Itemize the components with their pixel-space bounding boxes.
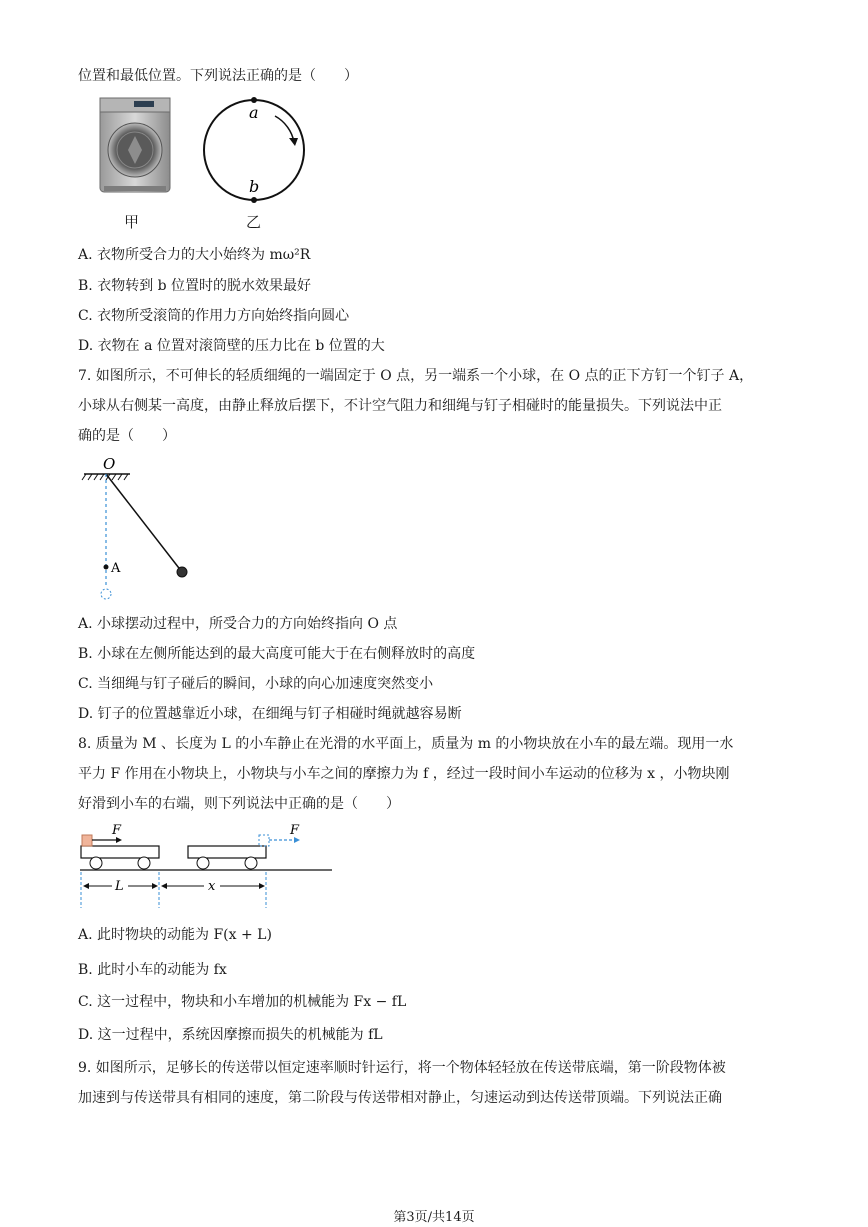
q8-option-b: B. 此时小车的动能为 fx	[78, 962, 227, 978]
q7-option-b: B. 小球在左侧所能达到的最大高度可能大于在右侧释放时的高度	[78, 646, 476, 662]
fig8-label-f1: F	[112, 823, 122, 838]
q8-option-d: D. 这一过程中，系统因摩擦而损失的机械能为 fL	[78, 1027, 383, 1043]
q6-option-a: A. 衣物所受合力的大小始终为 mω²R	[78, 247, 311, 263]
q7-text-line-2: 小球从右侧某一高度，由静止释放后摆下，不计空气阻力和细绳与钉子相碰时的能量损失。下列说法中正	[78, 398, 722, 414]
fig7-label-o: O	[103, 455, 116, 473]
q6-option-d: D. 衣物在 a 位置对滚筒壁的压力比在 b 位置的大	[78, 338, 385, 354]
q7-option-d: D. 钉子的位置越靠近小球，在细绳与钉子相碰时绳就越容易断	[78, 706, 462, 722]
q9-text-line-2: 加速到与传送带具有相同的速度，第二阶段与传送带相对静止，匀速运动到达传送带顶端。下列说法正确	[78, 1090, 722, 1106]
q7-text-line-3: 确的是（ ）	[78, 428, 176, 444]
q8-text-line-2: 平力 F 作用在小物块上，小物块与小车之间的摩擦力为 f ，经过一段时间小车运动的位移为 x ，小物块刚	[78, 766, 730, 782]
q6-figure	[90, 94, 320, 234]
fig6-caption-right: 乙	[246, 213, 262, 231]
q7-text-line-1: 7. 如图所示，不可伸长的轻质细绳的一端固定于 O 点，另一端系一个小球，在 O 点的正下方钉一个钉子 A，	[78, 368, 754, 384]
cart-block-figure	[74, 822, 334, 912]
fig6-label-a: a	[249, 103, 259, 122]
q8-text-line-1: 8. 质量为 M 、长度为 L 的小车静止在光滑的水平面上，质量为 m 的小物块放在小车的最左端。现用一水	[78, 736, 734, 752]
pendulum-figure	[78, 454, 218, 604]
fig6-caption-left: 甲	[124, 213, 140, 231]
q8-option-a: A. 此时物块的动能为 F(x + L)	[78, 927, 272, 943]
q9-text-line-1: 9. 如图所示，足够长的传送带以恒定速率顺时针运行，将一个物体轻轻放在传送带底端，第一阶段物体被	[78, 1060, 726, 1076]
q8-option-c: C. 这一过程中，物块和小车增加的机械能为 Fx − fL	[78, 994, 407, 1010]
fig8-label-x: x	[208, 879, 216, 894]
q6-option-c: C. 衣物所受滚筒的作用力方向始终指向圆心	[78, 308, 350, 324]
fig8-label-l: L	[115, 879, 124, 894]
q8-text-line-3: 好滑到小车的右端，则下列说法中正确的是（ ）	[78, 796, 400, 812]
fig8-label-f2: F	[290, 823, 300, 838]
q6-intro-text: 位置和最低位置。下列说法正确的是（ ）	[78, 68, 358, 84]
page-footer: 第3页/共14页	[393, 1210, 475, 1225]
fig6-label-b: b	[249, 177, 260, 196]
fig7-label-a: A	[111, 561, 121, 576]
q6-option-b: B. 衣物转到 b 位置时的脱水效果最好	[78, 278, 312, 294]
q7-option-a: A. 小球摆动过程中，所受合力的方向始终指向 O 点	[78, 616, 398, 632]
q7-option-c: C. 当细绳与钉子碰后的瞬间，小球的向心加速度突然变小	[78, 676, 434, 692]
